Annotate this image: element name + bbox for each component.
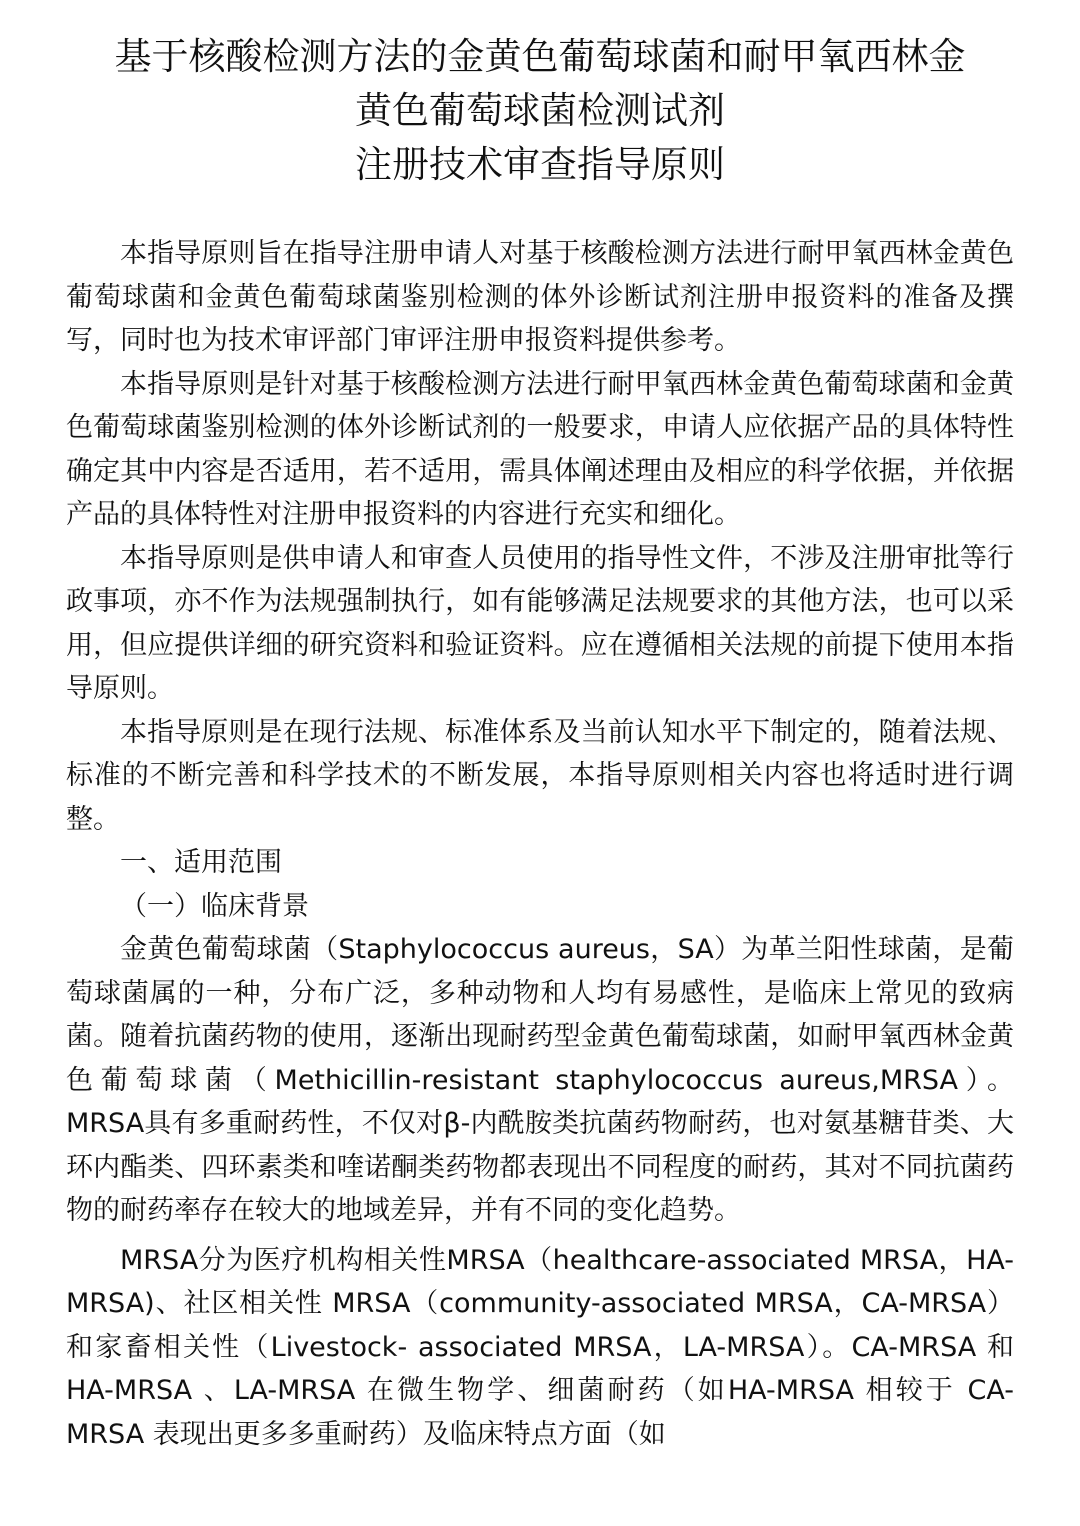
- title-line-3: 注册技术审查指导原则: [355, 143, 725, 186]
- paragraph-purpose: 本指导原则旨在指导注册申请人对基于核酸检测方法进行耐甲氧西林金黄色葡萄球菌和金黄色葡萄球菌鉴别检测的体外诊断试剂注册申报资料的准备及撰写，同时也为技术审评部门审评注册申报资料提供参考。: [66, 238, 1014, 356]
- paragraph-revision: 本指导原则是在现行法规、标准体系及当前认知水平下制定的，随着法规、标准的不断完善和科学技术的不断发展，本指导原则相关内容也将适时进行调整。: [66, 716, 1014, 835]
- paragraph-sa-background: 金黄色葡萄球菌（Staphylococcus aureus，SA）为革兰阳性球菌，是葡萄球菌属的一种，分布广泛，多种动物和人均有易感性，是临床上常见的致病菌。随着抗菌药物的使用，逐渐出现耐药型金黄色葡萄球菌，如耐甲氧西林金黄色葡萄球菌（Methicillin-resistant staphylococcus aureus,MRSA）。MRSA具有多重耐药性，不仅对β-内酰胺类抗菌药物耐药，也对氨基糖苷类、大环内酯类、四环素类和喹诺酮类药物都表现出不同程度的耐药，其对不同抗菌药物的耐药率存在较大的地域差异，并有不同的变化趋势。: [66, 934, 1014, 1226]
- document-title: [66, 30, 1014, 192]
- paragraph-guidance-nature: 本指导原则是供申请人和审查人员使用的指导性文件，不涉及注册审批等行政事项，亦不作为法规强制执行，如有能够满足法规要求的其他方法，也可以采用，但应提供详细的研究资料和验证资料。应在遵循相关法规的前提下使用本指导原则。: [66, 542, 1014, 704]
- title-line-1: 基于核酸检测方法的金黄色葡萄球菌和耐甲氧西林金: [114, 35, 966, 78]
- paragraph-mrsa-types: MRSA分为医疗机构相关性MRSA（healthcare-associated MRSA，HA-MRSA)、社区相关性 MRSA（community-associated MRSA，CA-MRSA）和家畜相关性（Livestock- associated MRSA，LA-MRSA）。CA-MRSA 和 HA-MRSA 、LA-MRSA 在微生物学、细菌耐药（如HA-MRSA 相较于 CA-MRSA 表现出更多多重耐药）及临床特点方面（如: [66, 1244, 1014, 1450]
- subsection-heading: （一）临床背景: [120, 890, 309, 922]
- document-body: [66, 232, 1014, 1456]
- section-heading: 一、适用范围: [120, 847, 282, 878]
- title-line-2: 黄色葡萄球菌检测试剂: [355, 89, 725, 132]
- paragraph-scope-requirements: 本指导原则是针对基于核酸检测方法进行耐甲氧西林金黄色葡萄球菌和金黄色葡萄球菌鉴别检测的体外诊断试剂的一般要求，申请人应依据产品的具体特性确定其中内容是否适用，若不适用，需具体阐述理由及相应的科学依据，并依据产品的具体特性对注册申报资料的内容进行充实和细化。: [66, 368, 1014, 530]
